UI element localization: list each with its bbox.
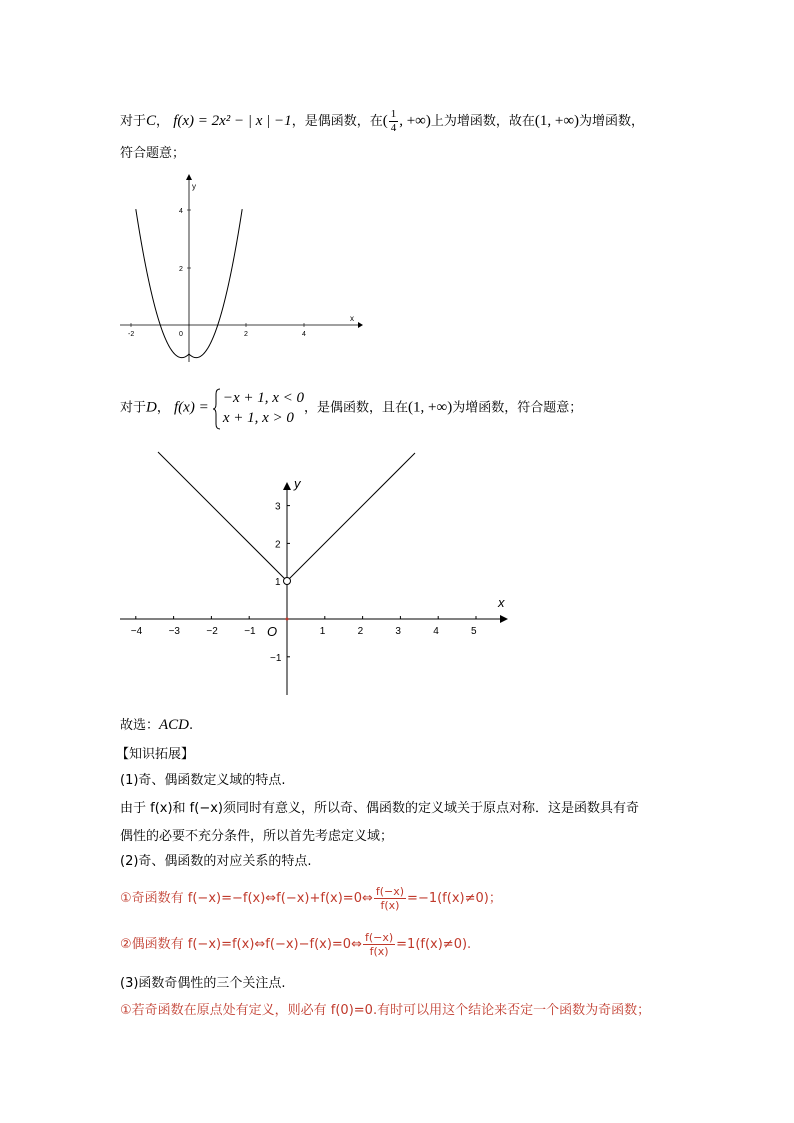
graph-c-xtick-4: 4 bbox=[302, 331, 306, 338]
odd-post: =−1(f(x)≠0)； bbox=[407, 891, 502, 906]
graph-c-ytick-2: 2 bbox=[179, 266, 183, 273]
graph-c bbox=[118, 172, 368, 367]
even-num: f(−x) bbox=[364, 931, 394, 944]
answer-end: . bbox=[189, 718, 194, 733]
graph-d-ticks bbox=[131, 502, 477, 664]
brace-icon bbox=[213, 388, 221, 430]
knowledge-p6: ①若奇函数在原点处有定义，则必有 f(0)=0.有时可以用这个结论来否定一个函数为奇函数； bbox=[120, 1003, 651, 1018]
graph-c-ylabel: y bbox=[192, 182, 196, 191]
answer-line bbox=[120, 716, 193, 735]
knowledge-p5: (3)函数奇偶性的三个关注点. bbox=[120, 976, 286, 991]
graph-d-left-branch bbox=[158, 452, 285, 579]
odd-den: f(x) bbox=[380, 899, 400, 912]
graph-c-xtick-2: 2 bbox=[244, 331, 248, 338]
interval-d: (1, +∞) bbox=[408, 399, 453, 416]
even-function-line bbox=[120, 931, 471, 958]
knowledge-p3: 偶性的必要不充分条件，所以首先考虑定义域； bbox=[120, 829, 394, 844]
graph-d-y-arrow bbox=[283, 482, 291, 490]
x-tick-label: −4 bbox=[130, 626, 143, 637]
fraction-num: 1 bbox=[390, 108, 397, 120]
odd-num: f(−x) bbox=[375, 885, 405, 898]
case-2: x + 1, x > 0 bbox=[222, 410, 294, 426]
part-c-text3: 为增函数， bbox=[579, 114, 645, 129]
part-d-line bbox=[120, 388, 582, 428]
y-tick-label: 1 bbox=[275, 577, 281, 589]
option-letter-c: C bbox=[146, 113, 157, 129]
knowledge-p1: (1)奇、偶函数定义域的特点. bbox=[120, 773, 286, 788]
interval-two: (1, +∞) bbox=[534, 113, 580, 129]
graph-d-origin-dot bbox=[286, 618, 289, 621]
knowledge-p2: 由于 f(x)和 f(−x)须同时有意义，所以奇、偶函数的定义域关于原点对称．这是函数具有奇 bbox=[120, 801, 639, 816]
answer-value: ACD bbox=[159, 717, 190, 733]
fraction-den: 4 bbox=[390, 122, 397, 134]
even-den: f(x) bbox=[369, 945, 389, 958]
odd-function-line bbox=[120, 885, 502, 912]
even-post: =1(f(x)≠0). bbox=[396, 937, 472, 952]
case-1: −x + 1, x < 0 bbox=[222, 390, 305, 406]
part-c-text2: 上为增函数，故在 bbox=[430, 114, 535, 129]
cases bbox=[213, 388, 304, 428]
odd-fraction bbox=[374, 885, 406, 912]
interval-open: ( bbox=[382, 113, 388, 129]
sep: ， bbox=[156, 114, 170, 129]
part-d-text1: ，是偶函数，且在 bbox=[304, 400, 409, 416]
x-tick-label: 5 bbox=[471, 626, 477, 637]
knowledge-title: 【知识拓展】 bbox=[116, 747, 195, 762]
part-c-text1: ，是偶函数，在 bbox=[291, 114, 383, 129]
graph-d bbox=[115, 450, 515, 700]
graph-c-ytick-4: 4 bbox=[179, 208, 183, 215]
fraction-quarter bbox=[389, 108, 399, 135]
part-c-line1 bbox=[120, 108, 644, 135]
x-tick-label: −2 bbox=[206, 626, 218, 637]
y-tick-label: 3 bbox=[275, 501, 281, 513]
function-d: f(x) = bbox=[174, 399, 209, 416]
y-tick-label: −1 bbox=[270, 652, 282, 664]
x-tick-label: −1 bbox=[244, 626, 256, 637]
graph-d-xlabel: x bbox=[498, 595, 505, 610]
graph-c-xtick-m2: -2 bbox=[128, 331, 135, 338]
graph-c-y-arrow bbox=[186, 174, 192, 180]
even-fraction bbox=[363, 931, 395, 958]
x-tick-label: 2 bbox=[357, 626, 364, 637]
piecewise bbox=[213, 388, 304, 428]
y-tick-label: 2 bbox=[275, 539, 281, 551]
graph-c-x-arrow bbox=[358, 322, 363, 328]
x-tick-label: −3 bbox=[168, 626, 181, 637]
odd-pre: ①奇函数有 f(−x)=−f(x)⇔f(−x)+f(x)=0⇔ bbox=[120, 891, 373, 906]
function-c: f(x) = 2x² − | x | −1 bbox=[173, 113, 292, 129]
graph-d-x-arrow bbox=[500, 615, 508, 623]
x-tick-label: 1 bbox=[319, 626, 326, 637]
graph-d-open-point bbox=[284, 578, 291, 585]
part-c-intro: 对于 bbox=[120, 114, 147, 129]
even-pre: ②偶函数有 f(−x)=f(x)⇔f(−x)−f(x)=0⇔ bbox=[120, 937, 362, 952]
part-c-line2: 符合题意； bbox=[120, 146, 186, 161]
option-letter-d: D bbox=[146, 399, 157, 416]
graph-c-xtick-0: 0 bbox=[179, 331, 183, 338]
graph-d-right-branch bbox=[289, 453, 415, 579]
interval-rest: , +∞) bbox=[399, 113, 431, 129]
part-d-intro: 对于 bbox=[120, 400, 147, 416]
graph-c-xlabel: x bbox=[350, 314, 354, 323]
x-tick-label: 3 bbox=[395, 626, 401, 637]
answer-label: 故选： bbox=[120, 718, 160, 733]
knowledge-p4: (2)奇、偶函数的对应关系的特点. bbox=[120, 854, 312, 869]
graph-d-ylabel: y bbox=[294, 476, 301, 491]
part-d-text2: 为增函数，符合题意； bbox=[452, 400, 583, 416]
graph-d-origin: O bbox=[267, 624, 278, 639]
sep: ， bbox=[156, 400, 170, 416]
x-tick-label: 4 bbox=[433, 626, 439, 637]
